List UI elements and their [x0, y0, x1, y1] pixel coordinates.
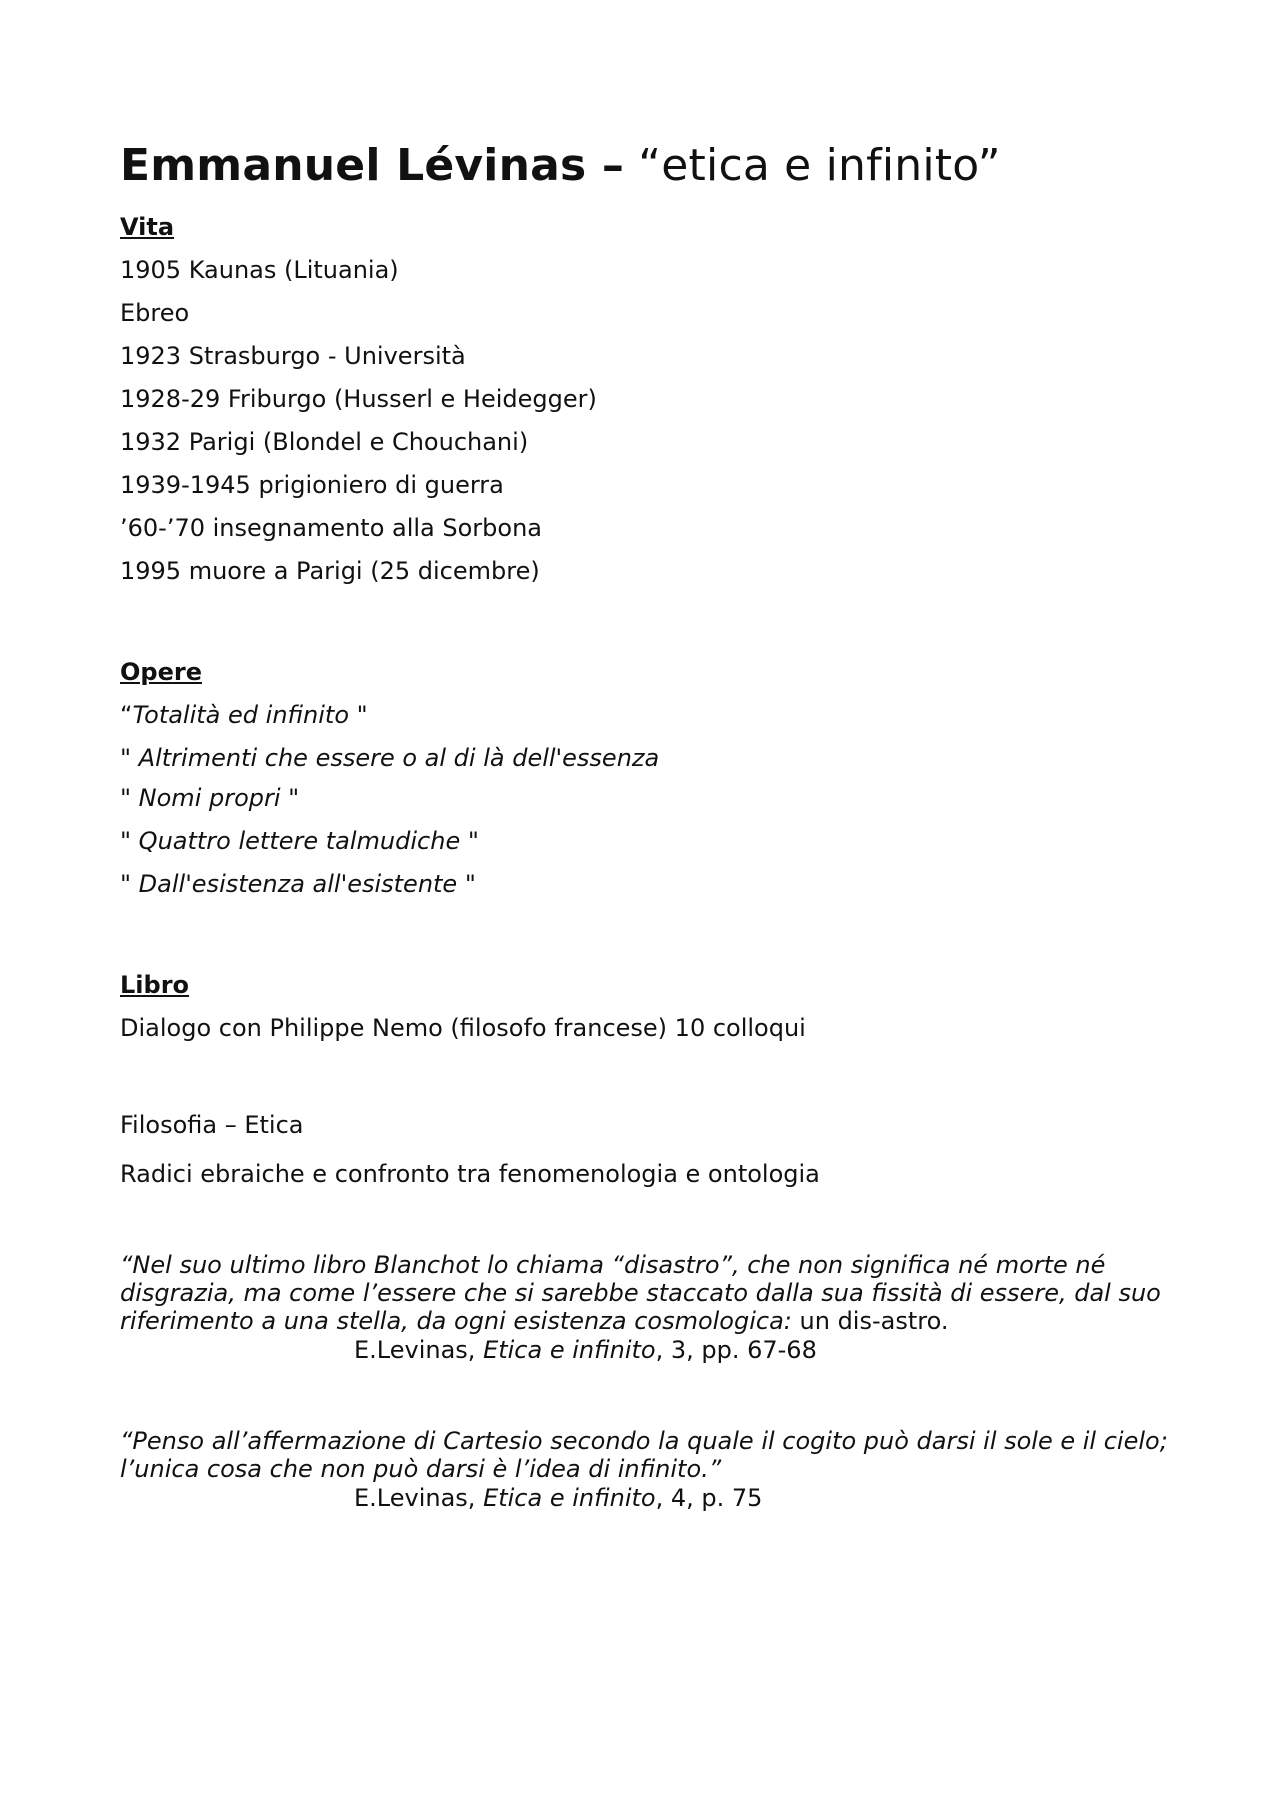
quote-citation: E.Levinas, Etica e infinito, 4, p. 75 [354, 1483, 763, 1512]
quote-line: riferimento a una stella, da ogni esistenza cosmologica: un dis-astro. [120, 1306, 949, 1335]
vita-item: 1939-1945 prigioniero di guerra [120, 470, 504, 499]
vita-item: Ebreo [120, 298, 190, 327]
quote-block [120, 1251, 1180, 1335]
opera-title: Nomi propri [138, 783, 281, 812]
quote-block [120, 1427, 1180, 1483]
document-title [120, 140, 1180, 193]
libro-description: Dialogo con Philippe Nemo (filosofo francese) 10 colloqui [120, 1013, 806, 1042]
filosofia-line: Radici ebraiche e confronto tra fenomenologia e ontologia [120, 1159, 820, 1188]
vita-item: 1932 Parigi (Blondel e Chouchani) [120, 427, 529, 456]
opera-item: " Quattro lettere talmudiche " [120, 826, 479, 855]
vita-heading: Vita [120, 212, 175, 241]
opera-title: Dall'esistenza all'esistente [138, 869, 458, 898]
opera-item: “Totalità ed infinito " [120, 700, 368, 729]
vita-item: 1928-29 Friburgo (Husserl e Heidegger) [120, 384, 597, 413]
document-page [120, 140, 1180, 1513]
filosofia-line: Filosofia – Etica [120, 1110, 304, 1139]
vita-item: 1995 muore a Parigi (25 dicembre) [120, 556, 540, 585]
quote-line: “Nel suo ultimo libro Blanchot lo chiama “disastro”, che non significa né morte né [120, 1250, 1106, 1279]
vita-item: ’60-’70 insegnamento alla Sorbona [120, 513, 543, 542]
quote-citation: E.Levinas, Etica e infinito, 3, pp. 67-68 [354, 1335, 817, 1364]
quote-line: “Penso all’affermazione di Cartesio secondo la quale il cogito può darsi il sole e il cielo; [120, 1426, 1168, 1455]
opera-item: " Altrimenti che essere o al di là dell'essenza [120, 743, 660, 772]
title-name: Emmanuel Lévinas – [120, 140, 625, 191]
opere-heading: Opere [120, 657, 202, 686]
opera-item: " Dall'esistenza all'esistente " [120, 869, 476, 898]
opera-title: Totalità ed infinito [132, 700, 349, 729]
libro-heading: Libro [120, 970, 190, 999]
opera-title: Quattro lettere talmudiche [138, 826, 461, 855]
quote-line: l’unica cosa che non può darsi è l’idea di infinito.” [120, 1454, 722, 1483]
vita-item: 1923 Strasburgo - Università [120, 341, 466, 370]
opera-item: " Nomi propri " [120, 783, 300, 812]
vita-item: 1905 Kaunas (Lituania) [120, 255, 399, 284]
title-subtitle: “etica e infinito” [638, 140, 1001, 191]
opera-title: Altrimenti che essere o al di là dell'essenza [138, 743, 660, 772]
quote-line: disgrazia, ma come l’essere che si sarebbe staccato dalla sua fissità di essere, dal suo [120, 1278, 1161, 1307]
